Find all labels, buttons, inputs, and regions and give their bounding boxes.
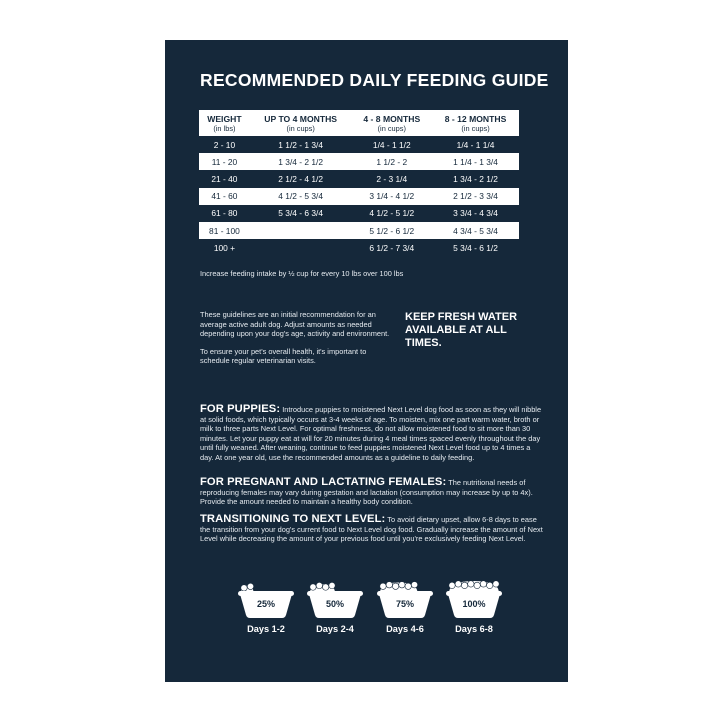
table-cell: 1/4 - 1 1/4 xyxy=(432,136,519,153)
table-row xyxy=(199,222,519,239)
table-cell xyxy=(250,239,352,256)
table-cell: 4 1/2 - 5 3/4 xyxy=(250,188,352,205)
col-8-12-months: 8 - 12 MONTHS (in cups) xyxy=(432,110,519,136)
table-cell: 11 - 20 xyxy=(199,153,250,170)
water-callout: KEEP FRESH WATER AVAILABLE AT ALL TIMES. xyxy=(405,311,518,349)
table-row xyxy=(199,239,519,256)
feeding-note: Increase feeding intake by ½ cup for every 10 lbs over 100 lbs xyxy=(200,269,404,278)
table-cell: 5 3/4 - 6 3/4 xyxy=(250,205,352,222)
table-cell: 2 - 10 xyxy=(199,136,250,153)
table-row xyxy=(199,170,519,187)
bowl-days: Days 1-2 xyxy=(247,624,285,634)
table-cell: 100 + xyxy=(199,239,250,256)
table-cell: 6 1/2 - 7 3/4 xyxy=(351,239,432,256)
bowl-days: Days 4-6 xyxy=(386,624,424,634)
transition-bowls xyxy=(237,578,537,638)
puppies-heading: FOR PUPPIES: xyxy=(200,403,281,415)
guide-title: RECOMMENDED DAILY FEEDING GUIDE xyxy=(200,70,549,90)
bowl-50 xyxy=(306,578,364,634)
table-cell: 3 1/4 - 4 1/2 xyxy=(351,188,432,205)
bowl-percent: 75% xyxy=(395,599,414,609)
table-cell: 81 - 100 xyxy=(199,222,250,239)
col-up-to-4-months: UP TO 4 MONTHS (in cups) xyxy=(250,110,352,136)
transition-heading: TRANSITIONING TO NEXT LEVEL: xyxy=(200,513,386,525)
table-header-row xyxy=(199,110,519,136)
table-cell: 4 3/4 - 5 3/4 xyxy=(432,222,519,239)
guidelines-text xyxy=(200,310,390,374)
bowl-percent: 50% xyxy=(325,599,344,609)
puppies-text: Introduce puppies to moistened Next Level dog food as soon as they will nibble at solid foods, which typically occurs at 3-4 weeks of age. To moisten, mix one part warm water, broth or milk to three parts Next Level. For optimal freshness, do not allow moistened food to sit more than 30 minutes. Let your puppy eat at will for 20 minutes during 4 meal times spaced evenly throughout the day until fully weaned. After weaning, continue to feed puppies moistened Next Level food up to 4 times a day. At one year old, use the recommended amounts as a guideline to daily feeding. xyxy=(200,405,542,462)
feeding-table xyxy=(199,110,519,256)
feeding-guide-panel xyxy=(165,40,568,682)
table-cell: 2 1/2 - 3 3/4 xyxy=(432,188,519,205)
bowl-75 xyxy=(376,578,434,634)
table-cell: 21 - 40 xyxy=(199,170,250,187)
table-cell: 61 - 80 xyxy=(199,205,250,222)
table-cell: 1/4 - 1 1/2 xyxy=(351,136,432,153)
table-cell: 2 - 3 1/4 xyxy=(351,170,432,187)
table-row xyxy=(199,153,519,170)
table-cell: 5 1/2 - 6 1/2 xyxy=(351,222,432,239)
table-cell: 1 3/4 - 2 1/2 xyxy=(250,153,352,170)
bowl-percent: 25% xyxy=(256,599,275,609)
pregnant-section xyxy=(200,478,545,507)
table-row xyxy=(199,136,519,153)
transition-text: To avoid dietary upset, allow 6-8 days to ease the transition from your dog's current food to Next Level dog food. Gradually increase the amount of Next Level while decreasing the amount of your previous food until you're exclusively feeding Next Level. xyxy=(200,515,543,544)
table-cell: 4 1/2 - 5 1/2 xyxy=(351,205,432,222)
bowl-days: Days 6-8 xyxy=(455,624,493,634)
table-cell: 1 1/2 - 1 3/4 xyxy=(250,136,352,153)
table-cell: 1 1/2 - 2 xyxy=(351,153,432,170)
guidelines-paragraph: These guidelines are an initial recommendation for an average active adult dog. Adjust amounts as needed depending upon your dog's age, activity and environment. xyxy=(200,310,390,339)
bowl-percent: 100% xyxy=(462,599,486,609)
col-weight: WEIGHT (in lbs) xyxy=(199,110,250,136)
bowl-100 xyxy=(445,578,503,634)
table-cell: 1 3/4 - 2 1/2 xyxy=(432,170,519,187)
table-cell: 1 1/4 - 1 3/4 xyxy=(432,153,519,170)
bowl-25 xyxy=(237,578,295,634)
table-cell: 41 - 60 xyxy=(199,188,250,205)
pregnant-text: The nutritional needs of reproducing females may vary during gestation and lactation (consumption may increase by up to 4x). Provide the amount needed to maintain a healthy body condition. xyxy=(200,478,533,507)
col-4-8-months: 4 - 8 MONTHS (in cups) xyxy=(351,110,432,136)
table-cell: 2 1/2 - 4 1/2 xyxy=(250,170,352,187)
puppies-section xyxy=(200,405,545,463)
transition-section xyxy=(200,515,545,544)
pregnant-heading: FOR PREGNANT AND LACTATING FEMALES: xyxy=(200,476,447,488)
table-row xyxy=(199,205,519,222)
table-cell: 3 3/4 - 4 3/4 xyxy=(432,205,519,222)
bowl-days: Days 2-4 xyxy=(316,624,354,634)
vet-paragraph: To ensure your pet's overall health, it's important to schedule regular veterinarian visits. xyxy=(200,346,367,366)
table-cell: 5 3/4 - 6 1/2 xyxy=(432,239,519,256)
table-cell xyxy=(250,222,352,239)
table-row xyxy=(199,188,519,205)
